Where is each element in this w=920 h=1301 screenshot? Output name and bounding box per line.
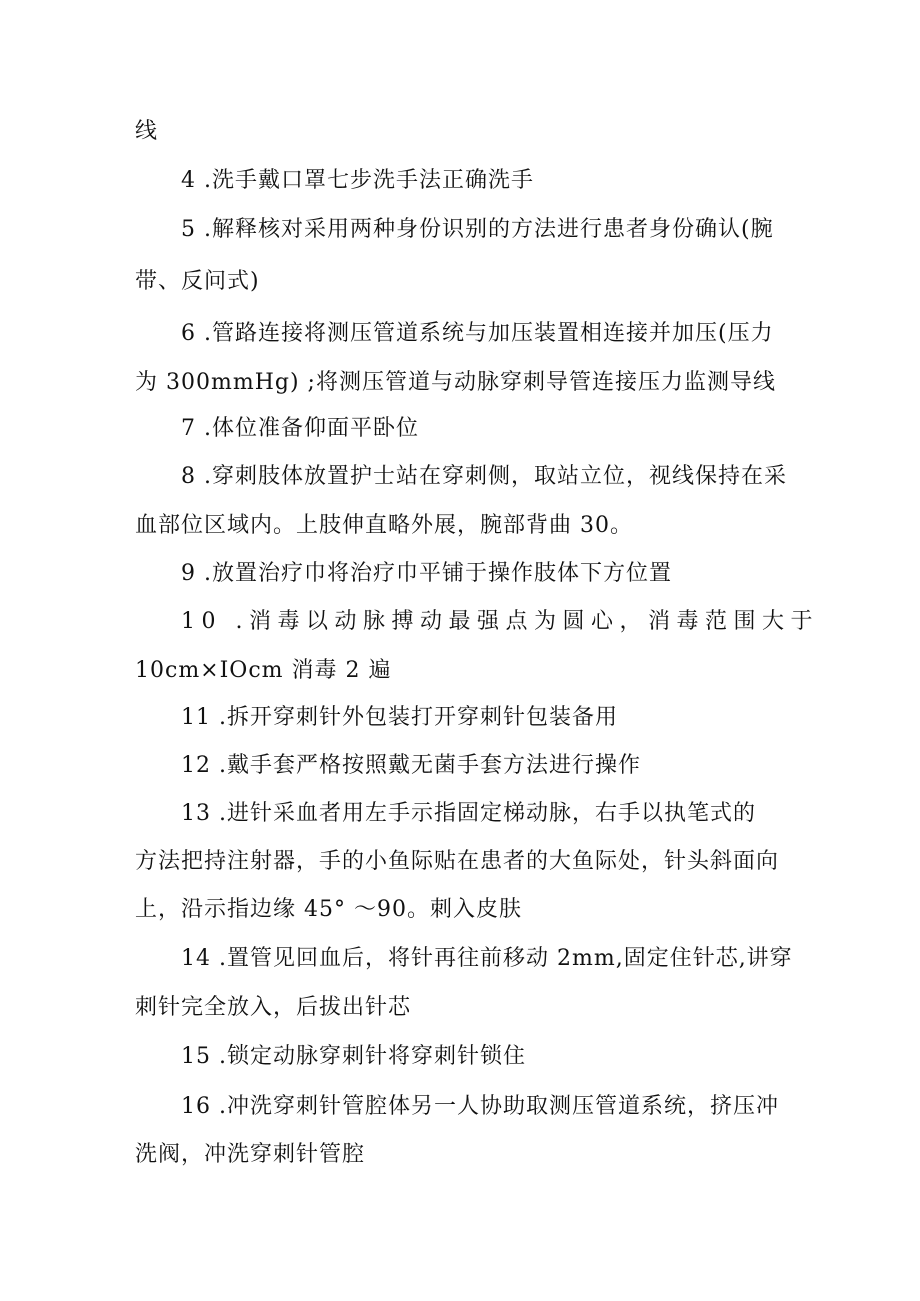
step-7-line: 7 .体位准备仰面平卧位 [181,416,419,441]
step-8-line-2: 血部位区域内。上肢伸直略外展，腕部背曲 30。 [135,513,633,538]
step-14-line-2: 刺针完全放入，后拔出针芯 [135,995,412,1020]
step-16-line-1: 16 .冲洗穿刺针管腔体另一人协助取测压管道系统，挤压冲 [181,1094,779,1119]
step-10-line-2: 10cm×IOcm 消毒 2 遍 [135,658,392,683]
step-13-line-2: 方法把持注射器，手的小鱼际贴在患者的大鱼际处，针头斜面向 [135,849,780,874]
step-10-line-1: 10 .消毒以动脉搏动最强点为圆心，消毒范围大于 [181,609,819,634]
step-12-line: 12 .戴手套严格按照戴无菌手套方法进行操作 [181,753,641,778]
step-6-line-2: 为 300mmHg) ;将测压管道与动脉穿刺导管连接压力监测导线 [135,370,776,395]
step-13-line-3: 上，沿示指边缘 45° ～90。刺入皮肤 [135,897,522,922]
text-line-continuation: 线 [135,119,159,144]
step-6-line-1: 6 .管路连接将测压管道系统与加压装置相连接并加压(压力 [181,321,774,346]
step-13-line-1: 13 .进针采血者用左手示指固定梯动脉，右手以执笔式的 [181,801,756,826]
step-5-line-2: 带、反问式) [135,269,260,294]
step-4-line: 4 .洗手戴口罩七步洗手法正确洗手 [181,168,534,193]
step-5-line-1: 5 .解释核对采用两种身份识别的方法进行患者身份确认(腕 [181,217,774,242]
step-8-line-1: 8 .穿刺肢体放置护士站在穿刺侧，取站立位，视线保持在采 [181,464,787,489]
step-11-line: 11 .拆开穿刺针外包装打开穿刺针包装备用 [181,705,618,730]
step-15-line: 15 .锁定动脉穿刺针将穿刺针锁住 [181,1044,526,1069]
step-9-line: 9 .放置治疗巾将治疗巾平铺于操作肢体下方位置 [181,561,672,586]
step-14-line-1: 14 .置管见回血后，将针再往前移动 2mm,固定住针芯,讲穿 [181,946,793,971]
step-16-line-2: 洗阀，冲洗穿刺针管腔 [135,1142,366,1167]
